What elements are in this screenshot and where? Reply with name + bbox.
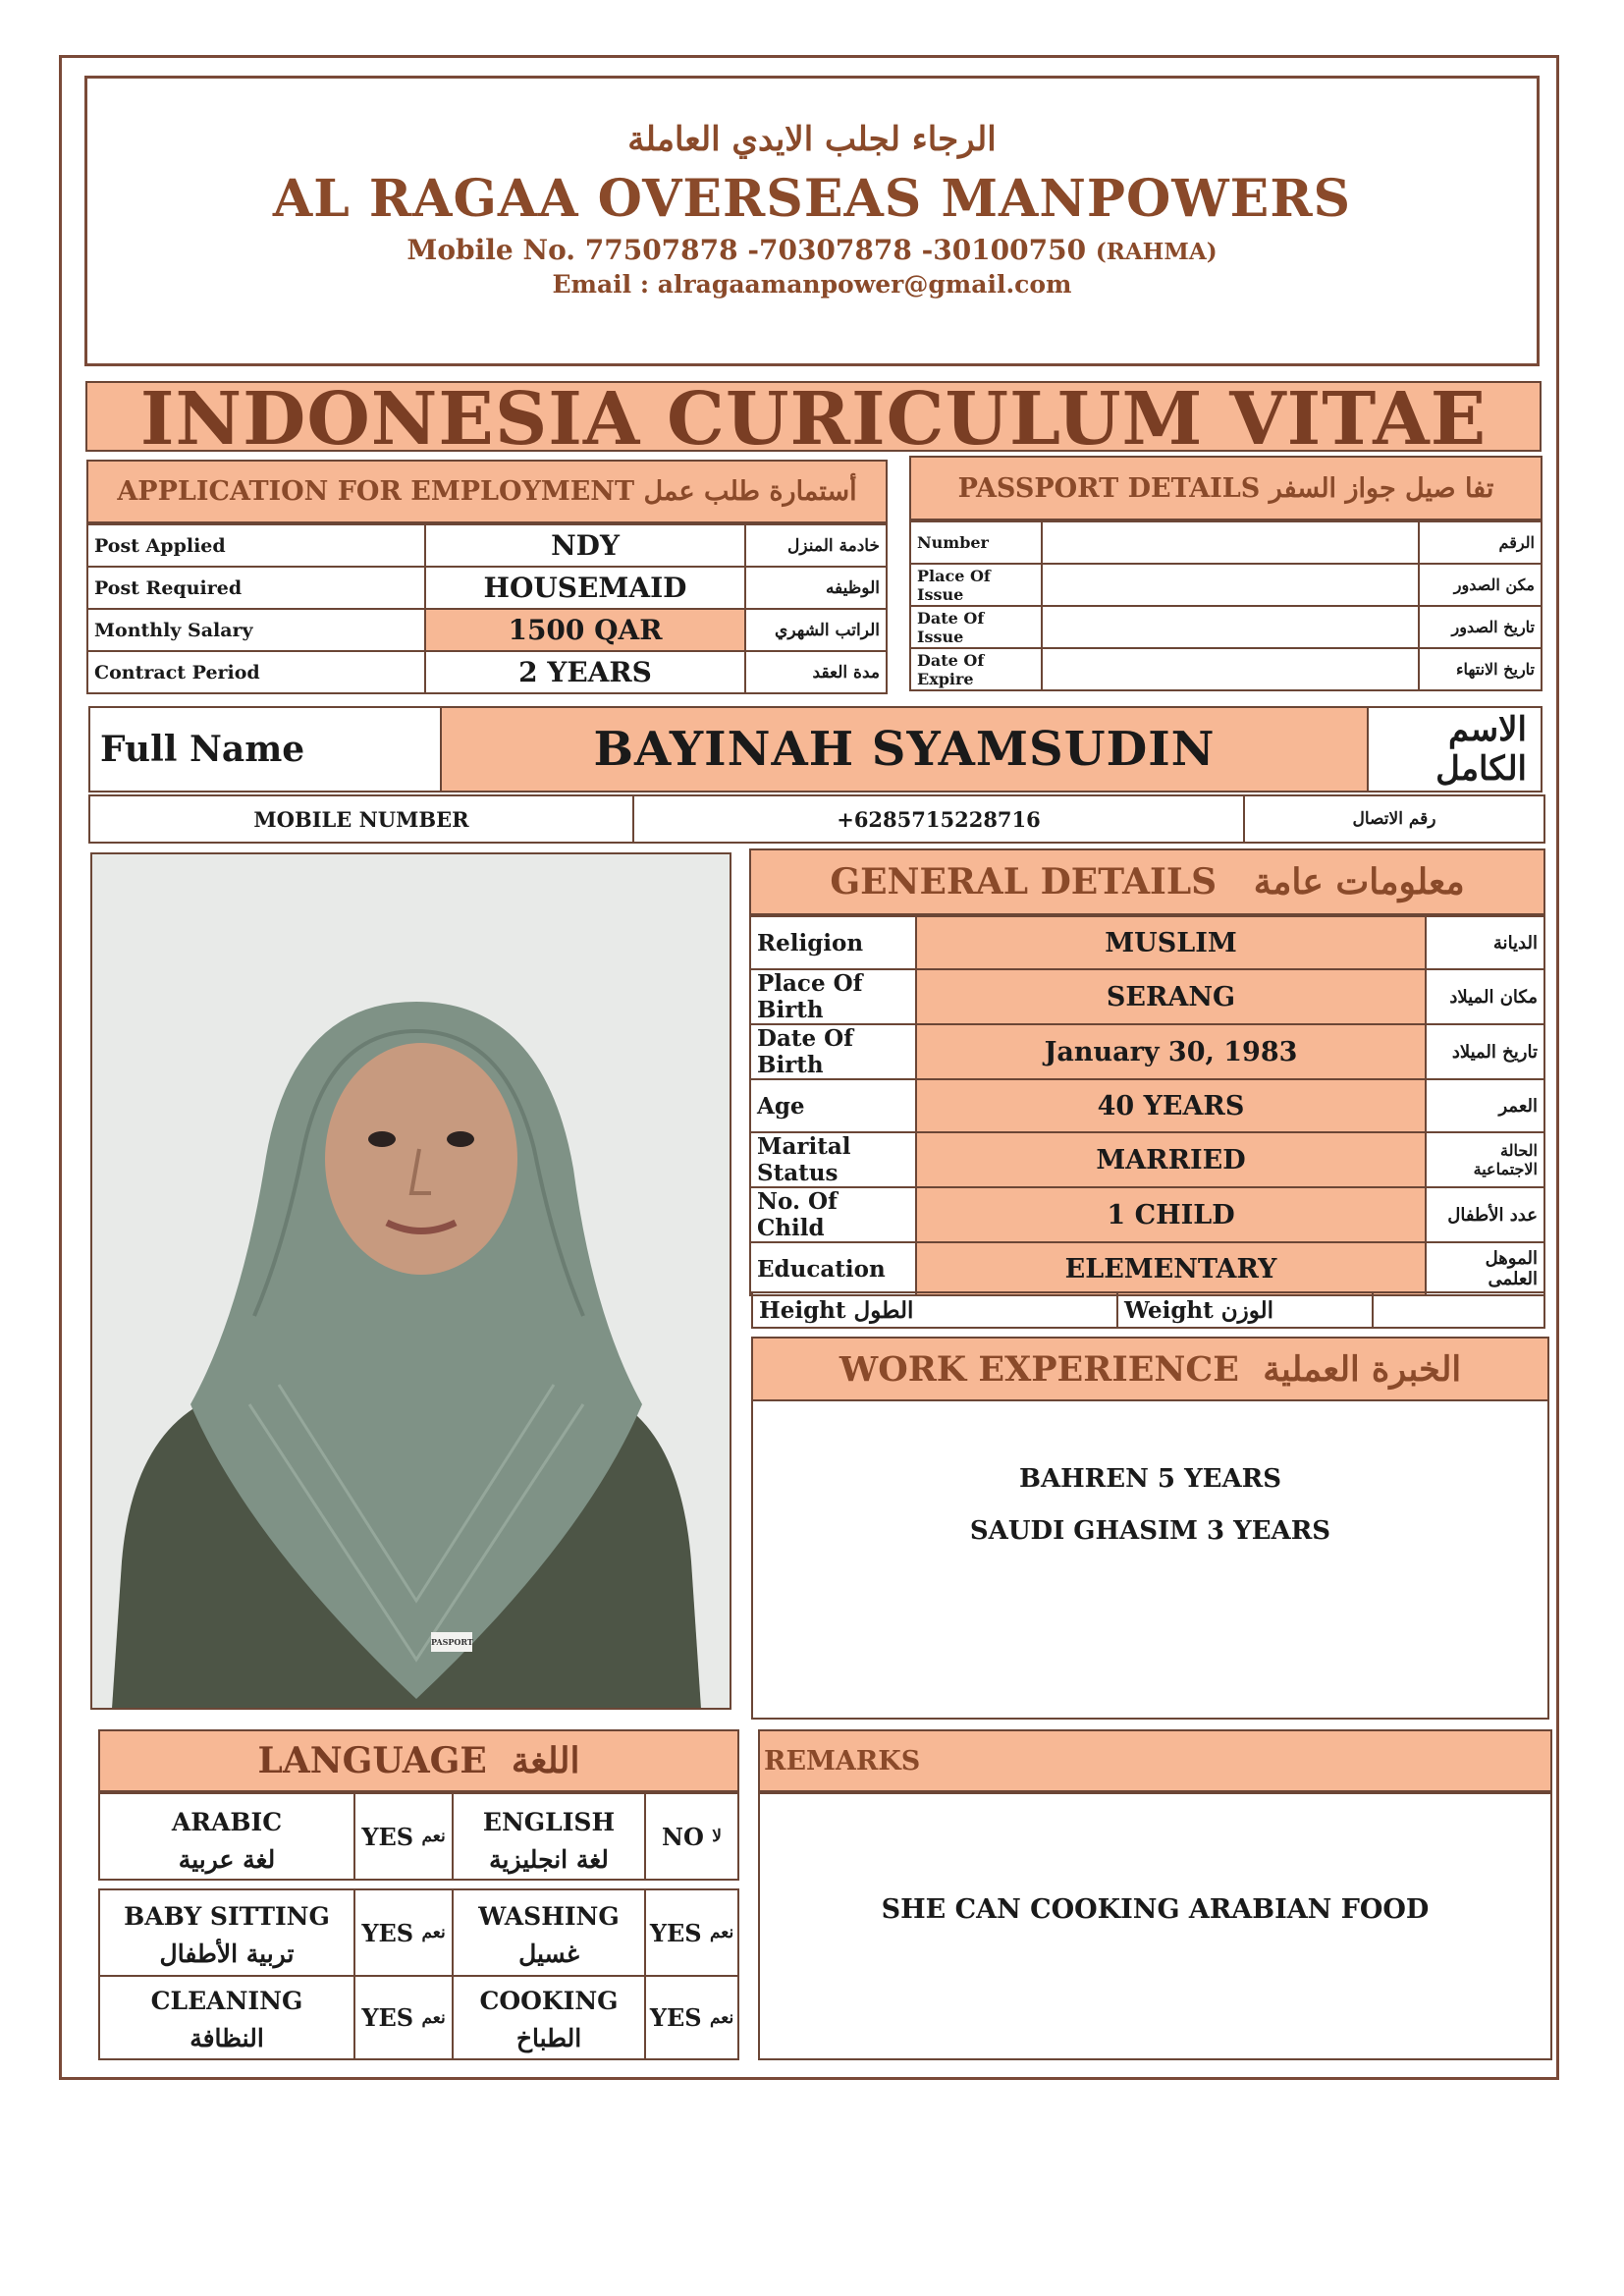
work-title-ar: الخبرة العملية (1263, 1348, 1462, 1390)
remarks-body (758, 1792, 1552, 2060)
general-value: ELEMENTARY (916, 1242, 1426, 1295)
skill-item (100, 1898, 353, 1973)
skill-item (100, 1983, 353, 2057)
full-name-value-box (440, 708, 1369, 791)
company-header (84, 76, 1540, 366)
skill-yes-ar: نعم (421, 1923, 446, 1942)
language-title: LANGUAGE (257, 1740, 487, 1781)
passport-title-ar: تفا صيل جواز السفر (1269, 472, 1494, 504)
language-arabic-yes: YES (361, 1822, 414, 1851)
language-header (98, 1729, 739, 1792)
skill-label: CLEANING (150, 1987, 303, 2015)
general-label: No. Of Child (750, 1187, 916, 1242)
general-label-ar: تاريخ الميلاد (1426, 1024, 1544, 1079)
language-arabic-value (355, 1794, 452, 1879)
passport-value (1042, 564, 1419, 606)
applicant-photo (92, 854, 731, 1709)
work-body (751, 1399, 1549, 1720)
full-name-row (88, 706, 1543, 793)
passport-label: Number (910, 521, 1042, 564)
remarks-title: REMARKS (764, 1745, 921, 1777)
general-label-ar: مكان الميلاد (1426, 969, 1544, 1024)
skill-value (355, 1890, 452, 1975)
language-english-label: ENGLISH (482, 1808, 616, 1836)
language-english-no: NO (662, 1822, 704, 1851)
remarks-header (758, 1729, 1552, 1792)
language-title-ar: اللغة (511, 1740, 580, 1781)
general-label-ar: العمر (1426, 1079, 1544, 1132)
work-header (751, 1337, 1549, 1401)
passport-label: Place Of Issue (910, 564, 1042, 606)
application-title: APPLICATION FOR EMPLOYMENT (117, 476, 635, 507)
application-value: HOUSEMAID (425, 567, 745, 609)
skills-table (98, 1888, 739, 2060)
application-row (87, 609, 887, 651)
application-table (86, 523, 888, 694)
passport-label-ar: تاريخ الصدور (1419, 606, 1542, 648)
general-row (750, 916, 1544, 969)
skill-value (646, 1890, 737, 1975)
weight-label: Weight (1124, 1296, 1214, 1324)
application-label-ar: مدة العقد (745, 651, 887, 693)
general-row (750, 1132, 1544, 1187)
weight-field (1124, 1293, 1370, 1327)
height-field (759, 1293, 1112, 1327)
passport-title: PASSPORT DETAILS (957, 472, 1261, 504)
language-english-no-ar: لا (712, 1827, 722, 1846)
company-mobile-suffix: (RAHMA) (1095, 239, 1218, 265)
skill-item (454, 1983, 644, 2057)
application-title-ar: أستمارة طلب عمل (643, 476, 857, 507)
general-title: GENERAL DETAILS (830, 861, 1218, 902)
general-row (750, 1024, 1544, 1079)
application-value: NDY (425, 524, 745, 567)
passport-label: Date Of Issue (910, 606, 1042, 648)
company-email: Email : alragaamanpower@gmail.com (552, 270, 1072, 299)
application-label: Monthly Salary (87, 609, 425, 651)
general-label-ar: الحالة الاجتماعية (1426, 1132, 1544, 1187)
cv-banner (85, 381, 1542, 452)
application-value: 1500 QAR (425, 609, 745, 651)
application-label: Post Applied (87, 524, 425, 567)
height-label-ar: الطول (853, 1296, 914, 1324)
height-label: Height (759, 1296, 846, 1324)
skill-item (454, 1898, 644, 1973)
passport-label-ar: الرقم (1419, 521, 1542, 564)
skill-label: WASHING (478, 1902, 620, 1931)
remarks-text: SHE CAN COOKING ARABIAN FOOD (881, 1894, 1430, 1925)
general-label-ar: الموهل العلمى (1426, 1242, 1544, 1295)
company-name: AL RAGAA OVERSEAS MANPOWERS (272, 169, 1352, 229)
skill-label-ar: غسيل (518, 1940, 579, 1968)
full-name-label: Full Name (100, 729, 305, 770)
application-row (87, 524, 887, 567)
company-arabic-name: الرجاء لجلب الايدي العاملة (627, 120, 997, 159)
skill-yes-ar: نعم (709, 1923, 734, 1942)
mobile-label-ar: رقم الاتصال (1352, 809, 1436, 829)
language-english-value (646, 1794, 737, 1879)
work-item: SAUDI GHASIM 3 YEARS (969, 1516, 1331, 1546)
application-label-ar: الراتب الشهري (745, 609, 887, 651)
weight-label-ar: الوزن (1220, 1296, 1274, 1324)
passport-table (909, 520, 1543, 691)
mobile-label: MOBILE NUMBER (253, 806, 469, 832)
application-row (87, 651, 887, 693)
general-row (750, 1187, 1544, 1242)
application-label-ar: خادمة المنزل (745, 524, 887, 567)
general-header (749, 848, 1545, 915)
general-row (750, 969, 1544, 1024)
passport-row (910, 648, 1542, 690)
full-name-ar: الاسم الكامل (1435, 710, 1527, 789)
photo-frame (90, 852, 731, 1710)
skill-yes-ar: نعم (709, 2007, 734, 2028)
general-label: Education (750, 1242, 916, 1295)
passport-header (909, 456, 1543, 520)
passport-label: Date Of Expire (910, 648, 1042, 690)
photo-tag-label: PASPORT (431, 1637, 473, 1647)
general-label-ar: الديانة (1426, 916, 1544, 969)
company-mobile-numbers: Mobile No. 77507878 -70307878 -30100750 (406, 234, 1087, 266)
full-name-value: BAYINAH SYAMSUDIN (593, 722, 1216, 777)
general-row (750, 1079, 1544, 1132)
general-value: 40 YEARS (916, 1079, 1426, 1132)
skill-label-ar: تربية الأطفال (159, 1940, 295, 1968)
general-value: SERANG (916, 969, 1426, 1024)
application-value: 2 YEARS (425, 651, 745, 693)
general-value: 1 CHILD (916, 1187, 1426, 1242)
language-row (98, 1792, 739, 1881)
skill-label-ar: الطباخ (515, 2024, 582, 2052)
general-title-ar: معلومات عامة (1253, 861, 1465, 902)
skill-label: COOKING (479, 1987, 619, 2015)
skill-yes: YES (361, 2003, 414, 2032)
application-label: Contract Period (87, 651, 425, 693)
skill-label: BABY SITTING (124, 1902, 330, 1931)
application-label-ar: الوظيفه (745, 567, 887, 609)
company-mobile (87, 234, 1537, 266)
passport-label-ar: تاريخ الانتهاء (1419, 648, 1542, 690)
passport-label-ar: مكن الصدور (1419, 564, 1542, 606)
general-label: Date Of Birth (750, 1024, 916, 1079)
general-table (749, 915, 1545, 1289)
general-value: MARRIED (916, 1132, 1426, 1187)
skill-value (355, 1977, 452, 2058)
general-value: MUSLIM (916, 916, 1426, 969)
skill-yes: YES (649, 1918, 702, 1947)
mobile-value: +6285715228716 (837, 806, 1041, 832)
general-label: Marital Status (750, 1132, 916, 1187)
general-row (750, 1242, 1544, 1295)
passport-value (1042, 648, 1419, 690)
skill-yes: YES (649, 2003, 702, 2032)
application-row (87, 567, 887, 609)
work-item: BAHREN 5 YEARS (1018, 1464, 1282, 1494)
language-english-ar: لغة انجليزية (489, 1845, 609, 1874)
general-label: Age (750, 1079, 916, 1132)
cv-banner-title: INDONESIA CURICULUM VITAE (139, 381, 1488, 452)
skill-yes: YES (361, 1918, 414, 1947)
skill-value (646, 1977, 737, 2058)
skill-yes-ar: نعم (421, 2007, 446, 2028)
general-value: January 30, 1983 (916, 1024, 1426, 1079)
mobile-row (88, 794, 1545, 844)
passport-row (910, 606, 1542, 648)
work-title: WORK EXPERIENCE (839, 1348, 1239, 1390)
passport-value (1042, 521, 1419, 564)
height-weight-row (751, 1291, 1545, 1329)
passport-row (910, 521, 1542, 564)
general-label: Place Of Birth (750, 969, 916, 1024)
application-label: Post Required (87, 567, 425, 609)
skill-label-ar: النظافة (189, 2024, 264, 2052)
language-arabic-label: ARABIC (171, 1808, 283, 1836)
application-header (86, 460, 888, 523)
passport-value (1042, 606, 1419, 648)
passport-row (910, 564, 1542, 606)
language-arabic-yes-ar: نعم (421, 1827, 446, 1846)
general-label-ar: عدد الأطفال (1426, 1187, 1544, 1242)
language-arabic-ar: لغة عربية (178, 1845, 276, 1874)
general-label: Religion (750, 916, 916, 969)
